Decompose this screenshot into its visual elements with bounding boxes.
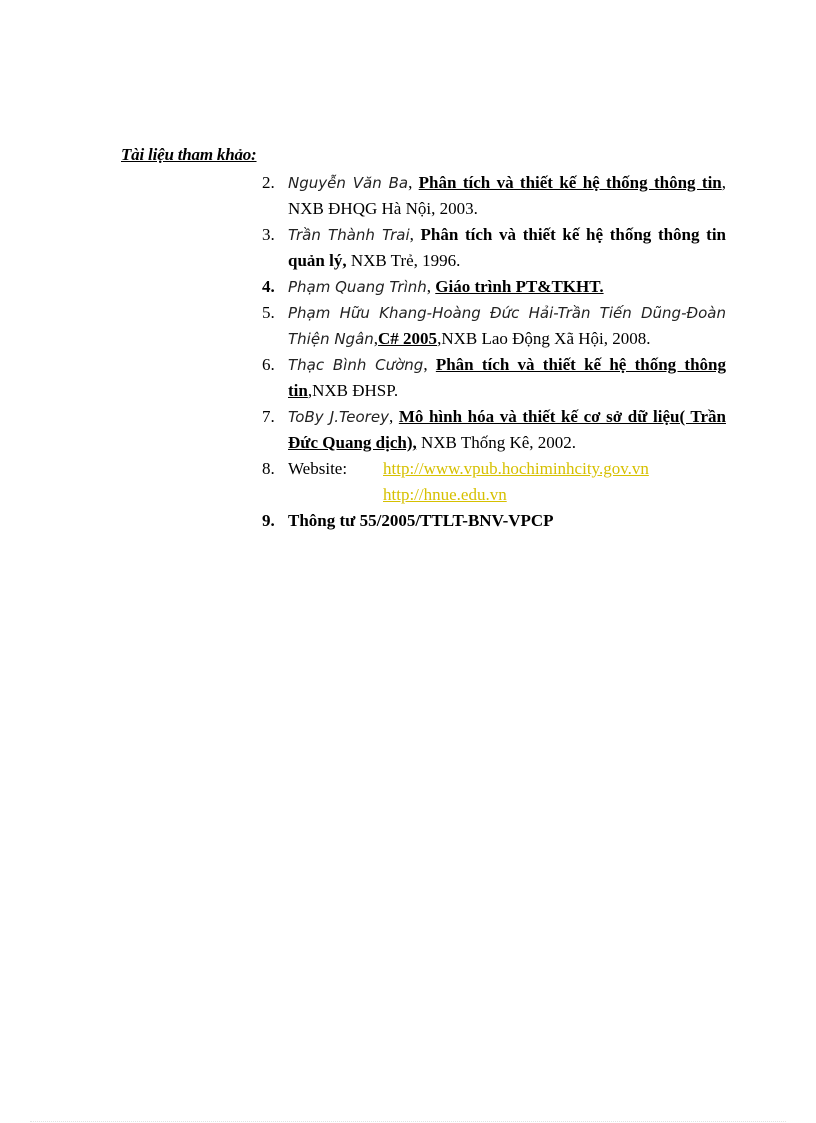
reference-item xyxy=(262,352,726,404)
reference-text xyxy=(288,352,726,404)
reference-text xyxy=(288,300,726,352)
reference-publisher: NXB Trẻ, 1996. xyxy=(346,251,461,270)
website-link-hnue[interactable]: http://hnue.edu.vn xyxy=(383,485,507,504)
reference-number: 5. xyxy=(262,303,275,322)
reference-separator: , xyxy=(373,329,379,348)
reference-text xyxy=(288,274,726,300)
reference-number: 4. xyxy=(262,277,275,296)
reference-author: Phạm Hữu Khang-Hoàng Đức Hải-Trần Tiến Dũng-Đoàn Thiện Ngân xyxy=(288,304,726,348)
reference-number: 7. xyxy=(262,407,275,426)
reference-item-website xyxy=(262,456,726,508)
reference-text xyxy=(288,404,726,456)
reference-item xyxy=(262,170,726,222)
reference-number: 3. xyxy=(262,225,275,244)
reference-separator: , xyxy=(388,407,399,426)
website-link-vpub[interactable]: http://www.vpub.hochiminhcity.gov.vn xyxy=(383,459,649,478)
reference-number: 8. xyxy=(262,459,275,478)
reference-title: Phân tích và thiết kế hệ thống thông tin xyxy=(418,173,722,192)
reference-text: Thông tư 55/2005/TTLT-BNV-VPCP xyxy=(288,511,554,530)
references-list xyxy=(262,170,726,534)
website-label: Website: xyxy=(288,459,348,478)
reference-title: Phân tích và thiết kế hệ thống thông tin quản lý, xyxy=(288,225,727,270)
reference-author: Thạc Bình Cường xyxy=(288,356,424,374)
reference-item-circular xyxy=(262,508,726,534)
reference-item xyxy=(262,274,726,300)
reference-separator: , xyxy=(409,225,421,244)
reference-item xyxy=(262,404,726,456)
reference-title: Giáo trình PT&TKHT. xyxy=(435,277,604,296)
website-links xyxy=(383,456,649,508)
reference-publisher: , NXB ĐHQG Hà Nội, 2003. xyxy=(288,173,726,218)
reference-separator: , xyxy=(426,277,436,296)
reference-title: Mô hình hóa và thiết kế cơ sở dữ liệu( Trần Đức Quang dịch), xyxy=(288,407,727,452)
reference-item xyxy=(262,222,726,274)
reference-author: ToBy J.Teorey xyxy=(288,408,389,426)
references-heading: Tài liệu tham khảo: xyxy=(121,145,257,164)
reference-number: 2. xyxy=(262,173,275,192)
reference-text xyxy=(288,170,726,222)
website-row xyxy=(288,456,726,508)
reference-number: 6. xyxy=(262,355,275,374)
reference-separator: , xyxy=(408,173,419,192)
reference-number: 9. xyxy=(262,511,275,530)
reference-publisher: ,NXB ĐHSP. xyxy=(307,381,399,400)
reference-author: Trần Thành Trai xyxy=(288,226,410,244)
reference-item xyxy=(262,300,726,352)
reference-publisher: ,NXB Lao Động Xã Hội, 2008. xyxy=(437,329,651,348)
reference-title: Phân tích và thiết kế hệ thống thông tin xyxy=(288,355,727,400)
reference-author: Nguyễn Văn Ba xyxy=(288,174,409,192)
reference-text xyxy=(288,222,726,274)
reference-separator: , xyxy=(423,355,436,374)
page-bottom-border xyxy=(30,1121,786,1122)
reference-publisher: NXB Thống Kê, 2002. xyxy=(416,433,577,452)
reference-author: Phạm Quang Trình xyxy=(288,278,427,296)
reference-title: C# 2005 xyxy=(378,329,438,348)
